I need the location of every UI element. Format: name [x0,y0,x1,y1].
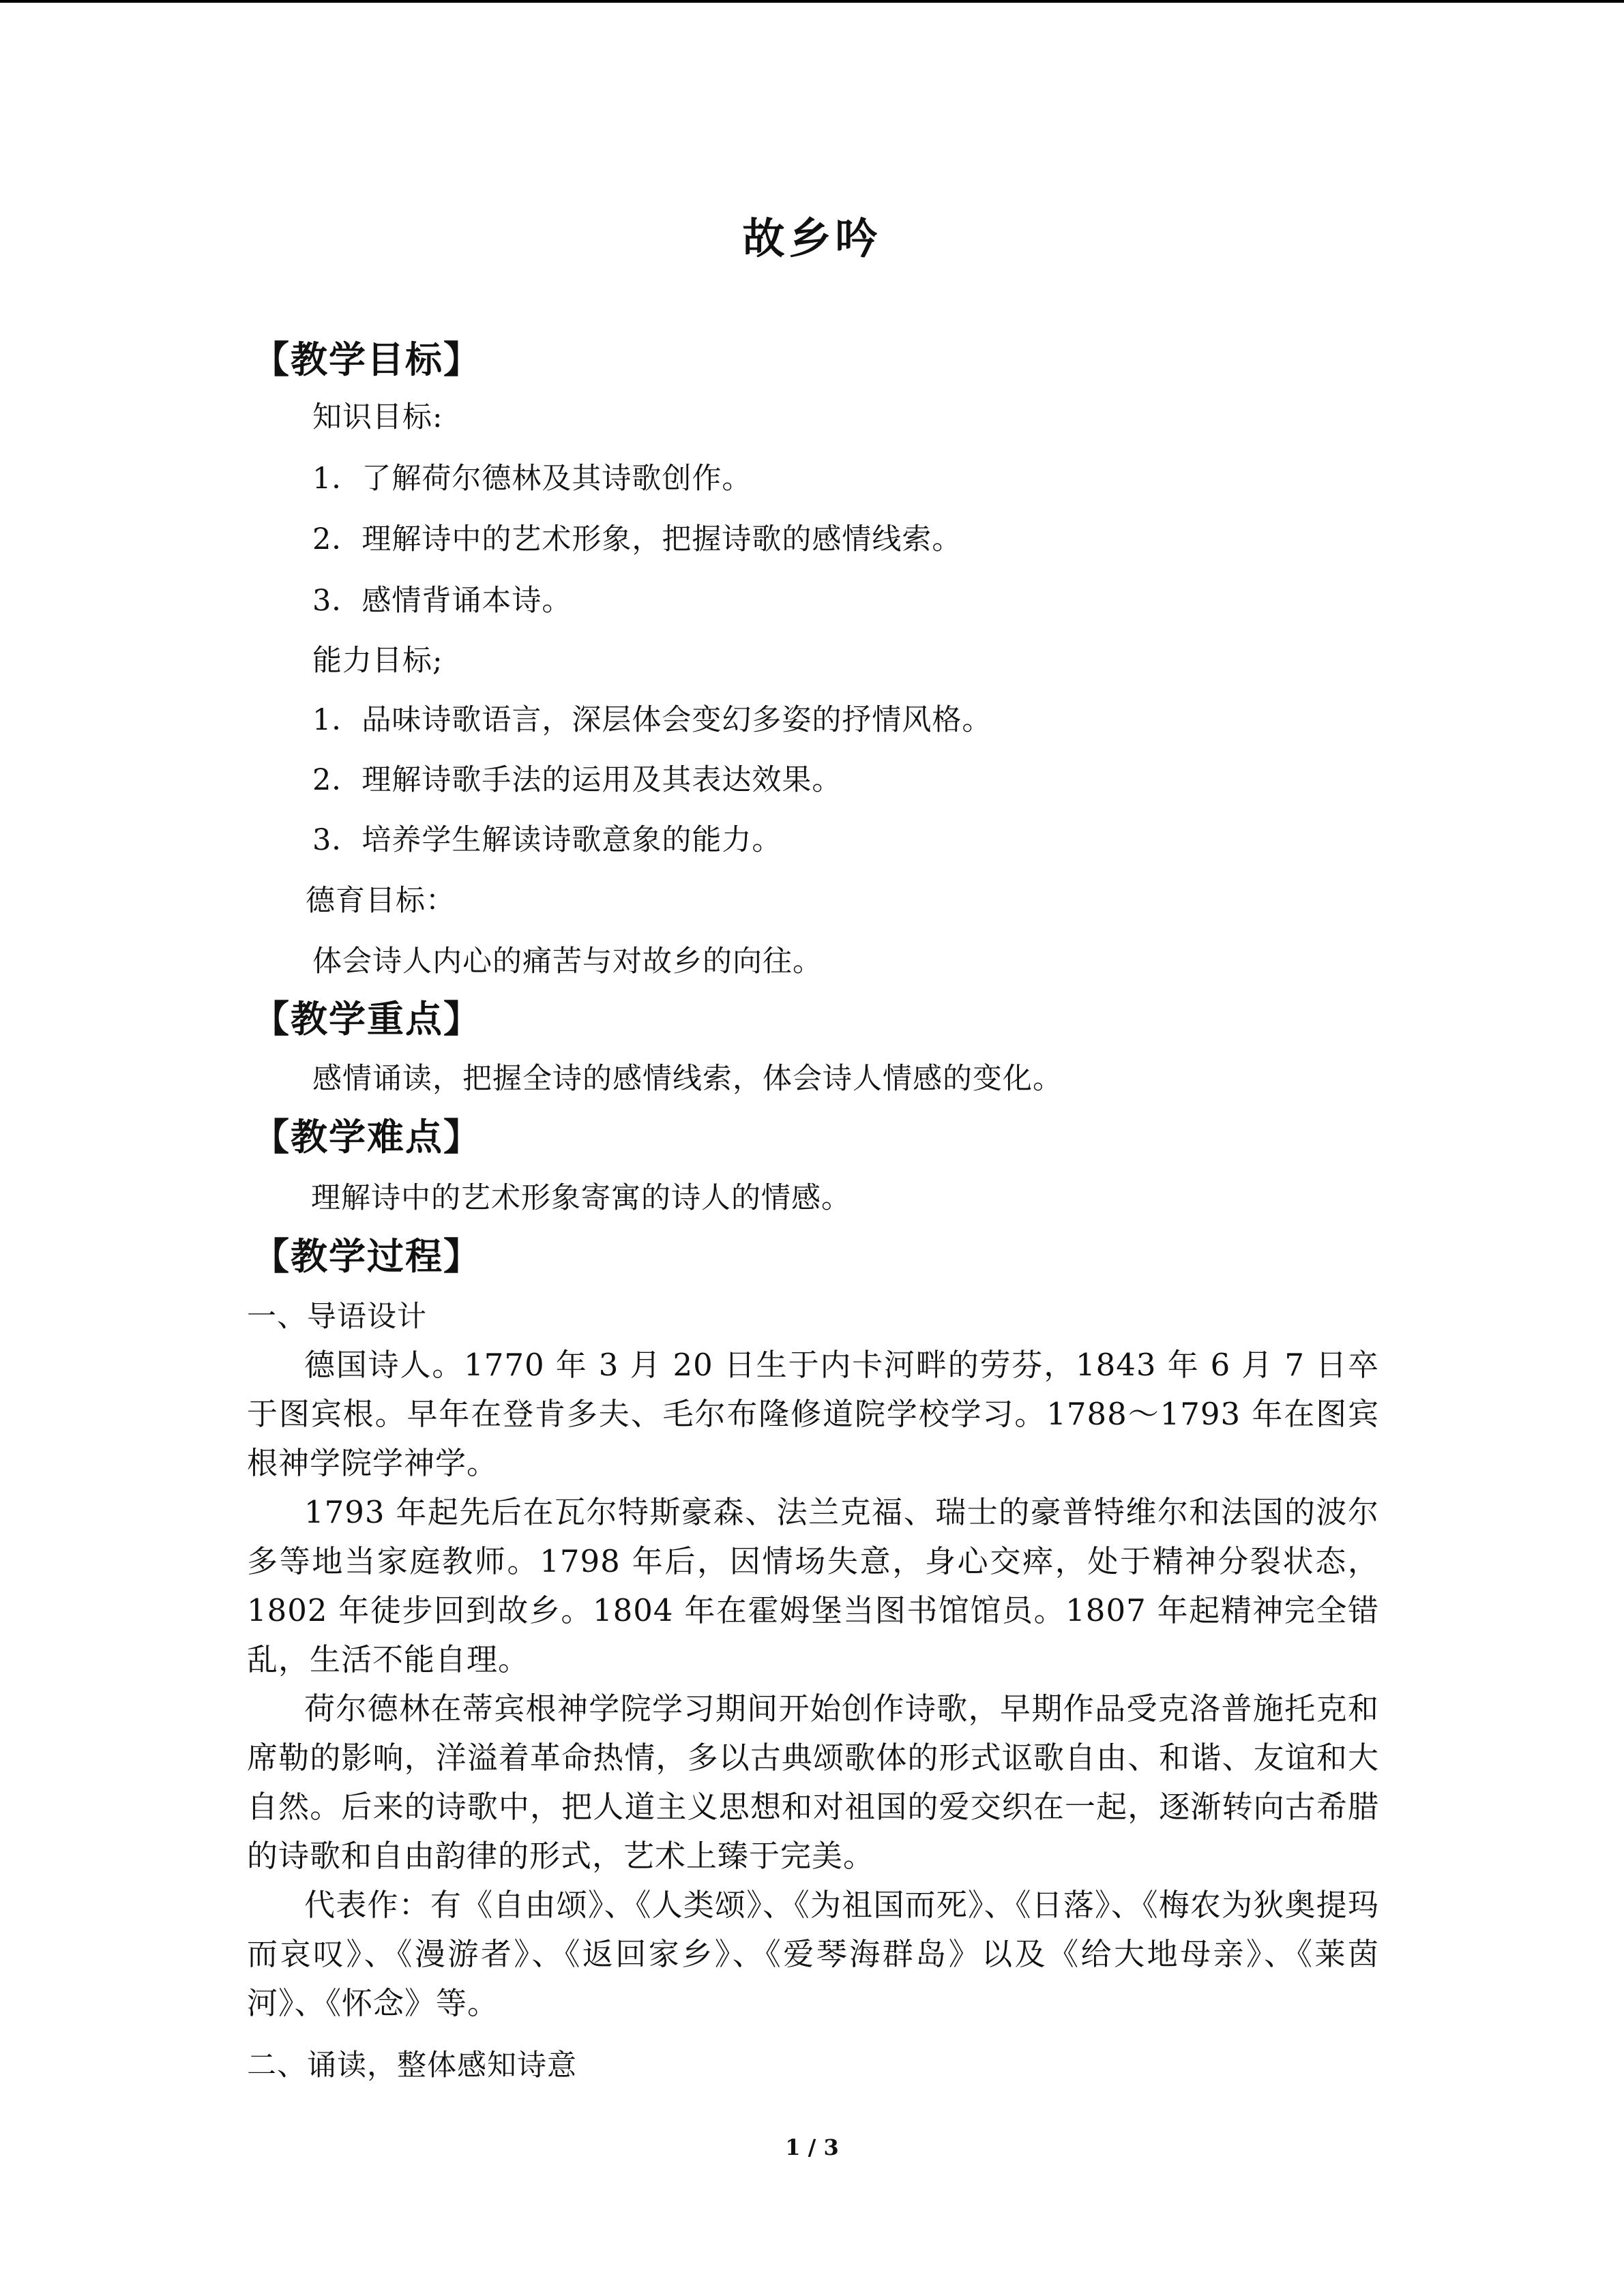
moral-objectives-label: 德育目标： [306,884,456,918]
process-paragraph-4: 代表作：有《自由颂》、《人类颂》、《为祖国而死》、《日落》、《梅农为狄奥提玛而哀叹》、《漫游者》、《返回家乡》、《爱琴海群岛》以及《给大地母亲》、《莱茵河》、《怀念》等。 [247,1887,1379,2021]
section-heading-difficulties: 【教学难点】 [252,1116,482,1159]
section-heading-objectives: 【教学目标】 [252,338,482,381]
section-heading-process: 【教学过程】 [252,1235,482,1278]
moral-objectives-text: 体会诗人内心的痛苦与对故乡的向往。 [312,944,823,979]
page-number: 1 / 3 [785,2134,839,2160]
knowledge-item-3: 3．感情背诵本诗。 [312,584,572,618]
section-heading-key-points: 【教学重点】 [252,998,482,1041]
process-part1-title: 一、导语设计 [247,1300,427,1334]
key-points-text: 感情诵读，把握全诗的感情线索，体会诗人情感的变化。 [312,1062,1063,1096]
knowledge-item-2: 2．理解诗中的艺术形象，把握诗歌的感情线索。 [312,522,962,556]
ability-item-2: 2．理解诗歌手法的运用及其表达效果。 [312,763,842,797]
document-title: 故乡吟 [742,213,882,263]
process-paragraph-2: 1793 年起先后在瓦尔特斯豪森、法兰克福、瑞士的豪普特维尔和法国的波尔多等地当家庭教师。1798 年后，因情场失意，身心交瘁，处于精神分裂状态，1802 年徒步回到故乡。1804 年在霍姆堡当图书馆馆员。1807 年起精神完全错乱，生活不能自理。 [247,1494,1379,1678]
process-paragraph-1: 德国诗人。1770 年 3 月 20 日生于内卡河畔的劳芬，1843 年 6 月 7 日卒于图宾根。早年在登肯多夫、毛尔布隆修道院学校学习。1788～1793 年在图宾根神学院学神学。 [247,1347,1379,1481]
knowledge-objectives-label: 知识目标: [312,400,443,434]
ability-item-1: 1．品味诗歌语言，深层体会变幻多姿的抒情风格。 [312,703,992,737]
ability-item-3: 3．培养学生解读诗歌意象的能力。 [312,823,782,857]
difficulties-text: 理解诗中的艺术形象寄寓的诗人的情感。 [311,1181,851,1215]
process-part2-title: 二、诵读，整体感知诗意 [247,2048,577,2083]
knowledge-item-1: 1．了解荷尔德林及其诗歌创作。 [312,462,752,496]
process-paragraph-3: 荷尔德林在蒂宾根神学院学习期间开始创作诗歌，早期作品受克洛普施托克和席勒的影响，洋溢着革命热情，多以古典颂歌体的形式讴歌自由、和谐、友谊和大自然。后来的诗歌中，把人道主义思想和对祖国的爱交织在一起，逐渐转向古希腊的诗歌和自由韵律的形式，艺术上臻于完美。 [247,1690,1379,1874]
ability-objectives-label: 能力目标; [312,644,443,678]
